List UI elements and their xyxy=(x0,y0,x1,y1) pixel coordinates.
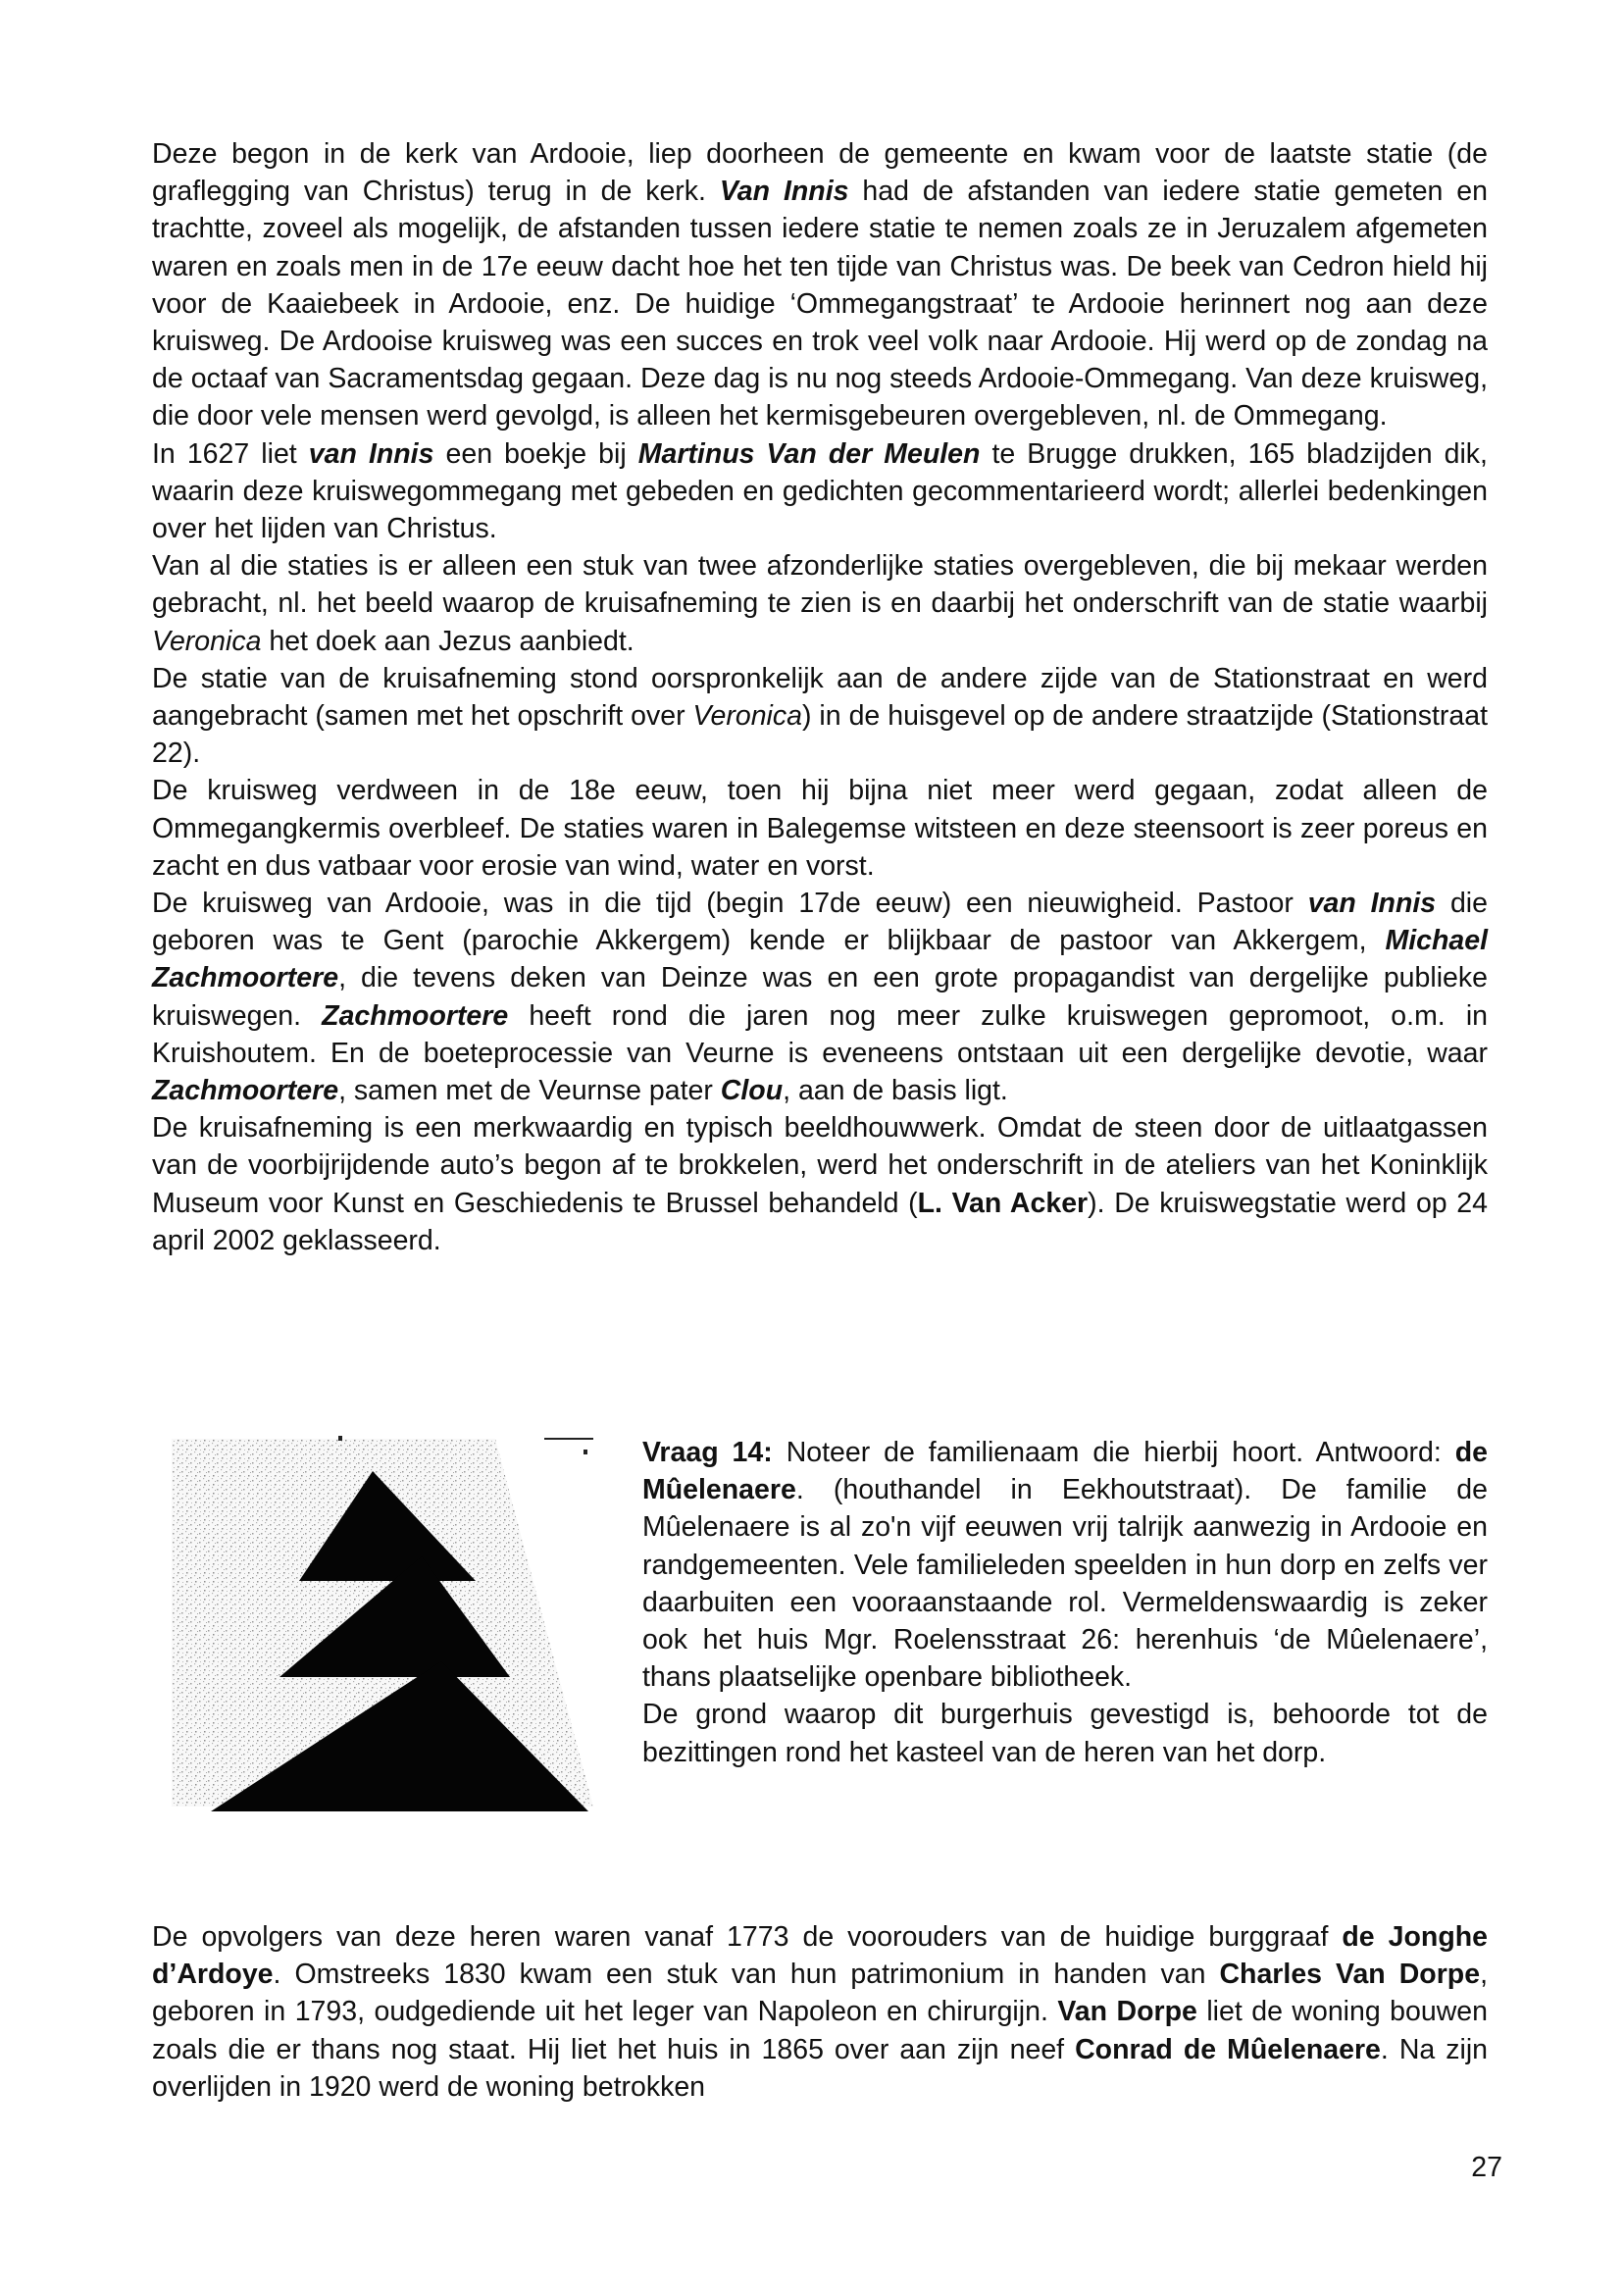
name: Clou xyxy=(720,1075,784,1107)
text: Van al die staties is er alleen een stuk van twee afzonderlijke staties overgebleven, die bij mekaar werden gebracht, nl. het beeld waarop de kruisafneming te zien is en daarbij het onderschrift van de statie waarbij xyxy=(152,550,1488,620)
paragraph-3 xyxy=(152,547,1488,660)
text: ) in de huisgevel op de andere straatzijde (Stationstraat 22). xyxy=(152,700,1488,770)
main-text xyxy=(152,135,1488,1259)
text: Deze begon in de kerk van Ardooie, liep doorheen de gemeente en kwam voor de laatste statie (de graflegging van Christus) terug in de kerk. xyxy=(152,138,1488,208)
text: heeft rond die jaren nog meer zulke kruiswegen gepromoot, o.m. in Kruishoutem. En de boeteprocessie van Veurne is eveneens ontstaan uit een dergelijke devotie, waar xyxy=(152,999,1488,1069)
text: een boekje bij xyxy=(433,437,638,470)
name: Martinus Van der Meulen xyxy=(637,437,981,470)
text: De kruisweg verdween in de 18e eeuw, toen hij bijna niet meer werd gegaan, zodat alleen de Ommegangkermis overbleef. De staties waren in Balegemse witsteen en deze steensoort is zeer poreus en zacht en dus vatbaar voor erosie van wind, water en vorst. xyxy=(152,775,1488,882)
paragraph-2 xyxy=(152,435,1488,548)
name: van Innis xyxy=(1307,888,1437,920)
name: Van Innis xyxy=(719,176,849,208)
name: Michael Zachmoortere xyxy=(152,925,1488,994)
name: Van Dorpe xyxy=(1057,1996,1197,2028)
question-paragraph xyxy=(642,1434,1488,1696)
text: De statie van de kruisafneming stond oorspronkelijk aan de andere zijde van de Stationstraat en werd aangebracht (samen met het opschrift over xyxy=(152,662,1488,733)
text: , geboren in 1793, oudgediende uit het leger van Napoleon en chirurgijn. xyxy=(152,1959,1488,2028)
question-paragraph-2: De grond waarop dit burgerhuis gevestigd is, behoorde tot de bezittingen rond het kasteel van de heren van het dorp. xyxy=(642,1699,1488,1768)
paragraph-5 xyxy=(152,772,1488,885)
text: . Omstreeks 1830 kwam een stuk van hun patrimonium in handen van xyxy=(273,1959,1220,1991)
text: In 1627 liet xyxy=(152,437,309,470)
text: het doek aan Jezus aanbiedt. xyxy=(261,625,634,657)
text: , aan de basis ligt. xyxy=(783,1075,1008,1107)
text: liet de woning bouwen zoals die er thans nog staat. Hij liet het huis in 1865 over aan zijn neef xyxy=(152,1996,1488,2065)
question-text xyxy=(642,1434,1488,1771)
question-section xyxy=(152,1434,1488,1895)
italic-term: Veronica xyxy=(152,625,262,657)
name: L. Van Acker xyxy=(917,1187,1089,1219)
name: van Innis xyxy=(308,437,434,470)
paragraph-6 xyxy=(152,885,1488,1109)
paragraph-8 xyxy=(152,1918,1488,2106)
text: had de afstanden van iedere statie gemeten en trachtte, zoveel als mogelijk, de afstanden tussen iedere statie te nemen zoals ze in Jeruzalem afgemeten waren en zoals men in de 17e eeuw dacht hoe het ten tijde van Christus was. De beek van Cedron hield hij voor de Kaaiebeek in Ardooie, enz. De huidige ‘Ommegangstraat’ te Ardooie herinnert nog aan deze kruisweg. De Ardooise kruisweg was een succes en trok veel volk naar Ardooie. Hij werd op de zondag na de octaaf van Sacramentsdag gegaan. Deze dag is nu nog steeds Ardooie-Ommegang. Van deze kruisweg, die door vele mensen werd gevolgd, is alleen het kermisgebeuren overgebleven, nl. de Ommegang. xyxy=(152,176,1488,433)
italic-term: Veronica xyxy=(692,700,802,733)
tree-logo-image xyxy=(172,1434,593,1821)
page-number: 27 xyxy=(1471,2152,1502,2183)
text: die geboren was te Gent (parochie Akkergem) kende er blijkbaar de pastoor van Akkergem, xyxy=(152,888,1488,957)
text: De kruisafneming is een merkwaardig en typisch beeldhouwwerk. Omdat de steen door de uitlaatgassen van de voorbijrijdende auto’s begon af te brokkelen, werd het onderschrift in de ateliers van het Koninklijk Museum voor Kunst en Geschiedenis te Brussel behandeld ( xyxy=(152,1112,1488,1219)
paragraph-1 xyxy=(152,135,1488,435)
paragraph-4 xyxy=(152,660,1488,773)
closing-text xyxy=(152,1918,1488,2106)
answer: de Mûelenaere xyxy=(642,1437,1489,1506)
paragraph-7 xyxy=(152,1109,1488,1259)
text: De kruisweg van Ardooie, was in die tijd (begin 17de eeuw) een nieuwigheid. Pastoor xyxy=(152,888,1308,920)
text: . Na zijn overlijden in 1920 werd de woning betrokken xyxy=(152,2033,1488,2103)
question-label: Vraag 14: xyxy=(642,1437,773,1468)
text: te Brugge drukken, 165 bladzijden dik, waarin deze kruiswegommegang met gebeden en gedichten gecommentarieerd wordt; allerlei bedenkingen over het lijden van Christus. xyxy=(152,437,1488,545)
text: , die tevens deken van Deinze was en een grote propagandist van dergelijke publieke kruiswegen. xyxy=(152,962,1488,1032)
name: Charles Van Dorpe xyxy=(1219,1959,1481,1991)
text: ). De kruiswegstatie werd op 24 april 2002 geklasseerd. xyxy=(152,1187,1488,1256)
text: , samen met de Veurnse pater xyxy=(338,1075,721,1107)
text: Noteer de familienaam die hierbij hoort. Antwoord: xyxy=(772,1437,1455,1468)
name: Zachmoortere xyxy=(152,1075,339,1107)
name: de Jonghe d’Ardoye xyxy=(152,1921,1488,1991)
text: . (houthandel in Eekhoutstraat). De familie de Mûelenaere is al zo'n vijf eeuwen vrij talrijk aanwezig in Ardooie en randgemeenten. Vele familieleden speelden in hun dorp en zelfs ver daarbuiten een vooraanstaande rol. Vermeldenswaardig is zeker ook het huis Mgr. Roelensstraat 26: herenhuis ‘de Mûelenaere’, thans plaatselijke openbare bibliotheek. xyxy=(642,1474,1488,1694)
text: De opvolgers van deze heren waren vanaf 1773 de voorouders van de huidige burggraaf xyxy=(152,1921,1343,1953)
name: Zachmoortere xyxy=(322,999,509,1032)
name: Conrad de Mûelenaere xyxy=(1075,2033,1381,2065)
